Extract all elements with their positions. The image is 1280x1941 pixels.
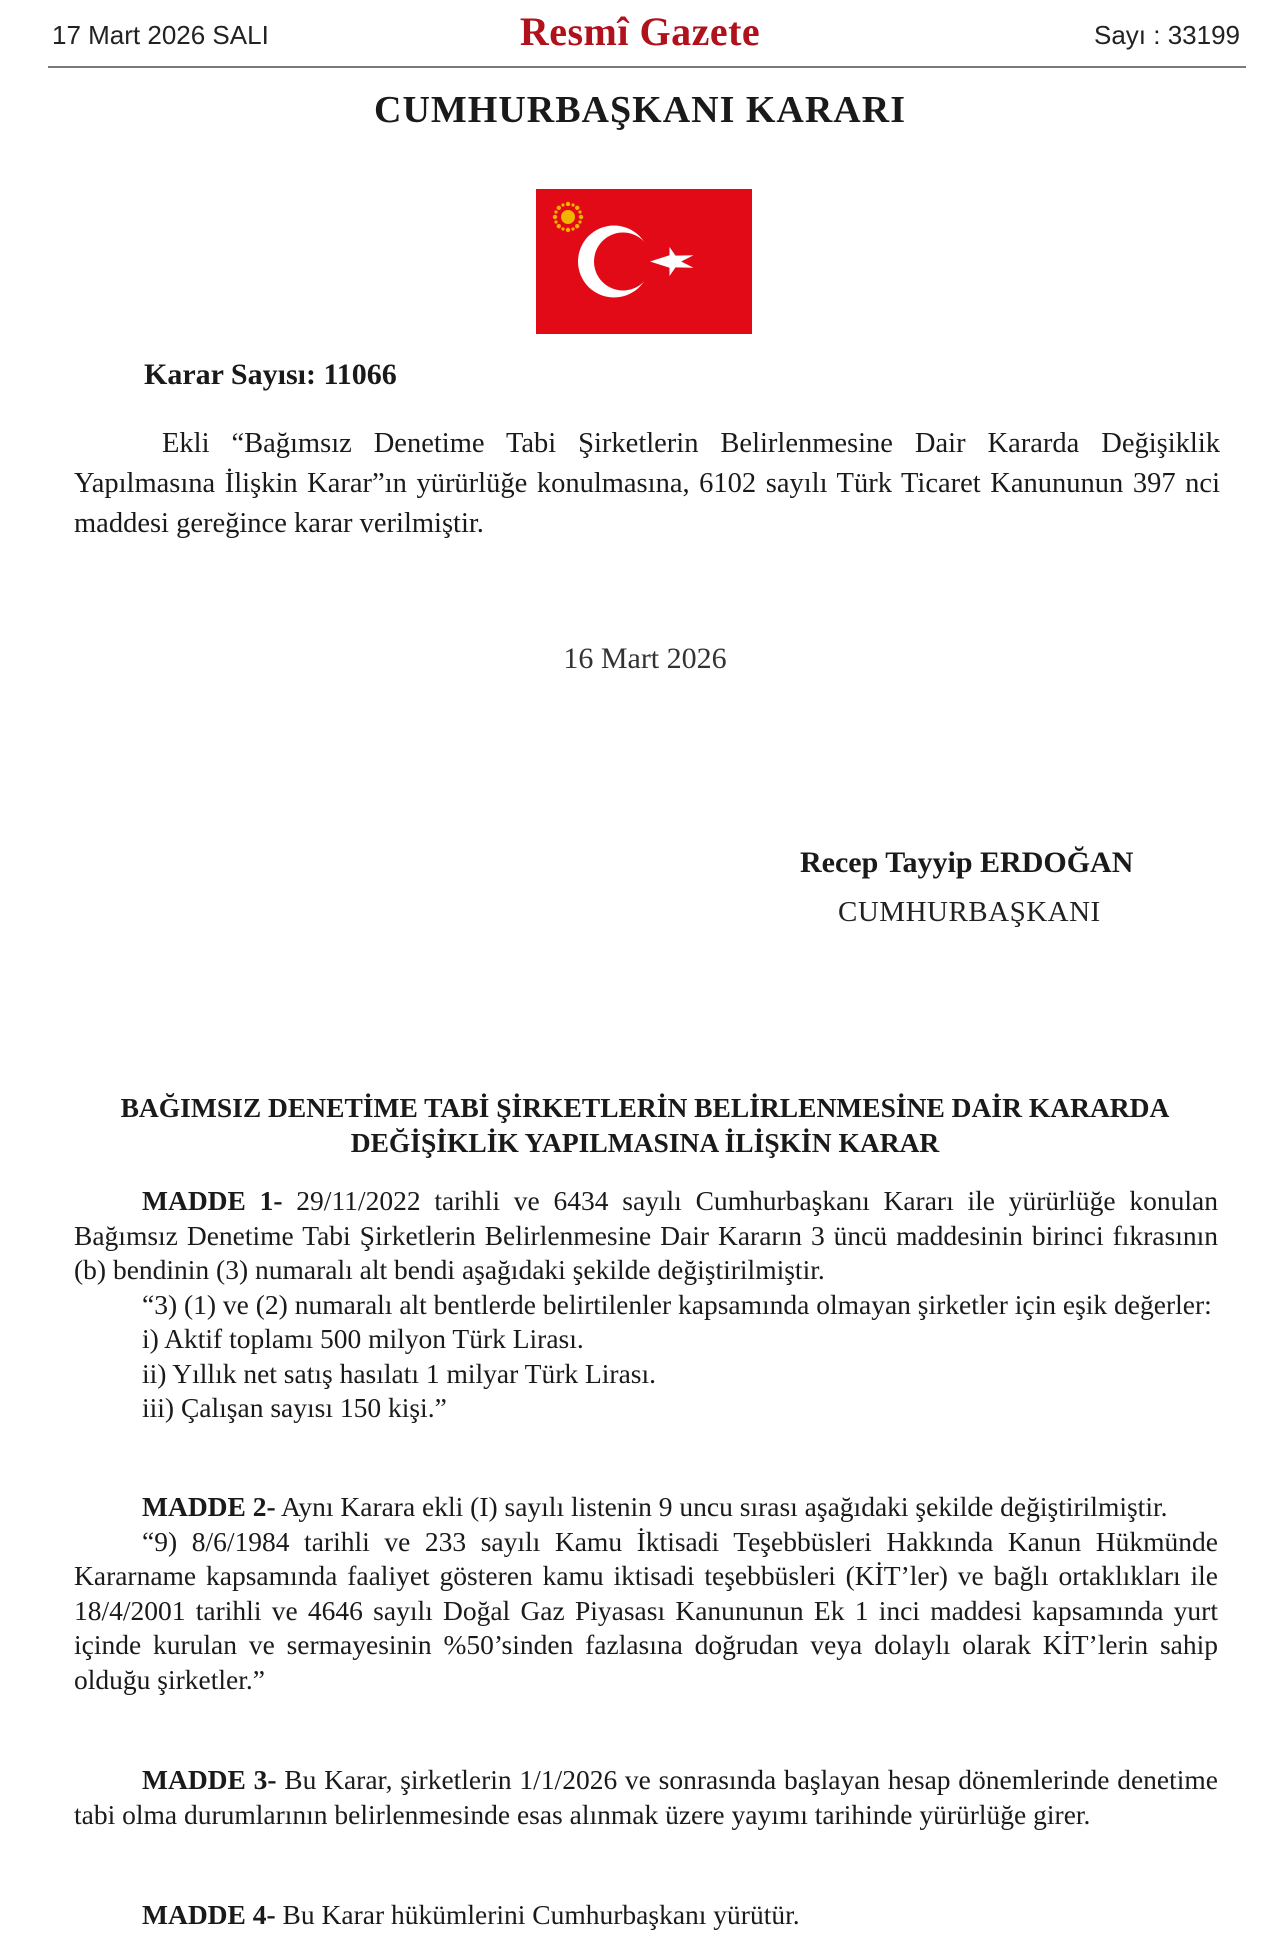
issue-number: Sayı : 33199 bbox=[1094, 20, 1240, 50]
article-4-label: MADDE 4- bbox=[142, 1899, 276, 1930]
article-4-body bbox=[74, 1898, 1218, 1933]
article-1-text: 29/11/2022 tarihli ve 6434 sayılı Cumhurbaşkanı Kararı ile yürürlüğe konulan Bağımsız Denetime Tabi Şirketlerin Belirlenmesine Dair Kararın 3 üncü maddesinin birinci fıkrasının (b) bendinin (3) numaralı alt bendi aşağıdaki şekilde değiştirilmiştir. bbox=[74, 1185, 1218, 1285]
document-type-heading: CUMHURBAŞKANI KARARI bbox=[374, 89, 906, 131]
article-4 bbox=[74, 1898, 1218, 1933]
article-1-quote: “3) (1) ve (2) numaralı alt bentlerde belirtilenler kapsamında olmayan şirketler için eşik değerler: bbox=[142, 1288, 1212, 1320]
article-1-body bbox=[74, 1184, 1218, 1288]
article-1-item-2: ii) Yıllık net satış hasılatı 1 milyar Türk Lirası. bbox=[142, 1357, 657, 1389]
decision-date: 16 Mart 2026 bbox=[563, 642, 727, 675]
annex-title-line-1: BAĞIMSIZ DENETİME TABİ ŞİRKETLERİN BELİRLENMESİNE DAİR KARARDA bbox=[120, 1092, 1170, 1123]
article-4-text: Bu Karar hükümlerini Cumhurbaşkanı yürütür. bbox=[275, 1899, 800, 1930]
article-3 bbox=[74, 1763, 1218, 1832]
article-1 bbox=[74, 1184, 1218, 1426]
article-3-body bbox=[74, 1763, 1218, 1832]
article-3-text: Bu Karar, şirketlerin 1/1/2026 ve sonrasında başlayan hesap dönemlerinde denetime tabi olma durumlarının belirlenmesinde esas alınmak üzere yayımı tarihinde yürürlüğe girer. bbox=[74, 1764, 1218, 1830]
article-2-text: Aynı Karara ekli (I) sayılı listenin 9 uncu sırası aşağıdaki şekilde değiştirilmiştir. bbox=[275, 1491, 1168, 1522]
signatory-name: Recep Tayyip ERDOĞAN bbox=[800, 846, 1134, 879]
article-2-label: MADDE 2- bbox=[142, 1491, 276, 1522]
article-1-label: MADDE 1- bbox=[142, 1185, 283, 1216]
annex-title bbox=[40, 1090, 1250, 1160]
annex-title-line-2: DEĞİŞİKLİK YAPILMASINA İLİŞKİN KARAR bbox=[350, 1127, 940, 1158]
article-2-body bbox=[74, 1490, 1218, 1525]
gazette-title: Resmî Gazete bbox=[519, 9, 761, 54]
masthead bbox=[0, 0, 1280, 70]
article-3-label: MADDE 3- bbox=[142, 1764, 277, 1795]
article-1-item-1: i) Aktif toplamı 500 milyon Türk Lirası. bbox=[142, 1323, 584, 1354]
signatory-title: CUMHURBAŞKANI bbox=[838, 896, 1101, 928]
article-1-item-3: iii) Çalışan sayısı 150 kişi.” bbox=[142, 1392, 447, 1423]
header-divider bbox=[48, 66, 1246, 68]
preamble-paragraph: Ekli “Bağımsız Denetime Tabi Şirketlerin Belirlenmesine Dair Kararda Değişiklik Yapılmasına İlişkin Karar”ın yürürlüğe konulmasına, 6102 sayılı Türk Ticaret Kanununun 397 nci maddesi gereğince karar verilmiştir. bbox=[74, 428, 1220, 539]
issue-date: 17 Mart 2026 SALI bbox=[52, 20, 269, 50]
decision-number: Karar Sayısı: 11066 bbox=[144, 358, 397, 391]
article-2 bbox=[74, 1490, 1218, 1697]
presidential-flag-icon bbox=[536, 189, 752, 334]
article-2-quote: “9) 8/6/1984 tarihli ve 233 sayılı Kamu İktisadi Teşebbüsleri Hakkında Kanun Hükmünde Kararname kapsamında faaliyet gösteren kamu iktisadi teşebbüsleri (KİT’ler) ve bağlı ortaklıkları ile 18/4/2001 tarihli ve 4646 sayılı Doğal Gaz Piyasası Kanununun Ek 1 inci maddesi kapsamında yurt içinde kurulan ve sermayesinin %50’sinden fazlasına doğrudan veya dolaylı olarak KİT’lerin sahip olduğu şirketler.” bbox=[74, 1525, 1218, 1695]
